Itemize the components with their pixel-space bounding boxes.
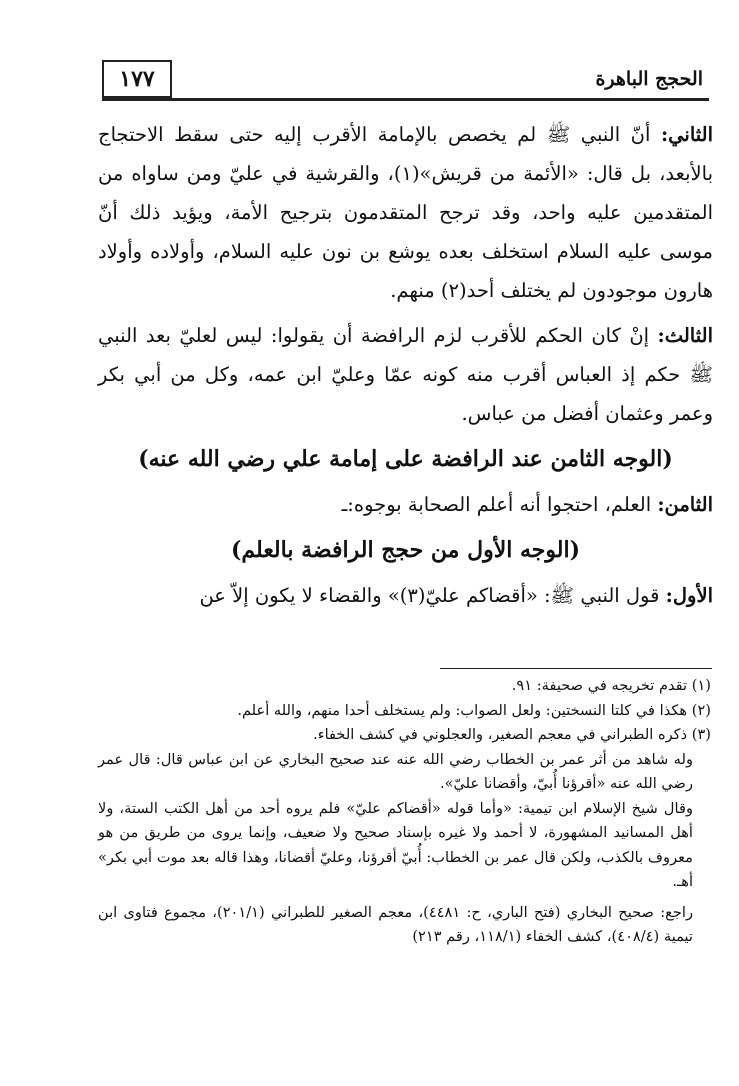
- header-rule: [102, 98, 709, 101]
- paragraph-label: الثاني:: [660, 123, 714, 146]
- section-heading-eighth: (الوجه الثامن عند الرافضة على إمامة علي رضي الله عنه): [138, 446, 673, 472]
- page-number: ١٧٧: [102, 60, 172, 98]
- paragraph-body: أنّ النبي ﷺ لم يخصص بالإمامة الأقرب إليه حتى سقط الاحتجاج بالأبعد، بل قال: «الأئمة من قريش»(١)، والقرشية في عليّ ومن ساواه من المتقدمين عليه واحد، وقد ترجح المتقدمون بترجيح الأمة، ويؤيد ذلك أنّ موسى عليه السلام استخلف بعده يوشع بن نون عليه السلام، وأولاده وأولاد هارون موجودون لم يختلف أحد(٢) منهم.: [98, 123, 713, 302]
- footnote-2: (٢) هكذا في كلتا النسختين: ولعل الصواب: ولم يستخلف أحدا منهم، والله أعلم.: [237, 701, 711, 719]
- paragraph-third: [98, 316, 713, 433]
- paragraph-body: العلم، احتجوا أنه أعلم الصحابة بوجوه:ـ: [341, 492, 652, 516]
- paragraph-label: الأول:: [665, 583, 713, 607]
- paragraph-body: قول النبي ﷺ: «أقضاكم عليّ(٣)» والقضاء لا يكون إلاّ عن: [199, 583, 660, 607]
- paragraph-second: [98, 115, 713, 310]
- paragraph-label: الثامن:: [657, 492, 713, 516]
- footnote-3-references: راجع: صحيح البخاري (فتح الباري، ح: ٤٤٨١)، معجم الصغير للطبراني (٢٠١/١)، مجموع فتاوى ابن تيمية (٤٠٨/٤)، كشف الخفاء (١١٨/١، رقم ٢١٣): [98, 903, 693, 946]
- footnotes: [98, 674, 711, 950]
- paragraph-body: إنْ كان الحكم للأقرب لزم الرافضة أن يقولوا: ليس لعليّ بعد النبي ﷺ حكم إذ العباس أقرب منه كونه عمّا وعليّ ابن عمه، وكل من أبي بكر وعمر وعثمان أفضل من عباس.: [98, 324, 713, 425]
- paragraph-label: الثالث:: [657, 324, 713, 347]
- paragraph-first: [98, 576, 713, 615]
- section-heading-first: (الوجه الأول من حجج الرافضة بالعلم): [230, 536, 580, 563]
- main-text: [98, 115, 713, 621]
- running-title: الحجج الباهرة: [595, 68, 703, 90]
- paragraph-eighth: [98, 485, 713, 524]
- footnote-3-ibn-taymiyya: وقال شيخ الإسلام ابن تيمية: «وأما قوله «أقضاكم عليّ» فلم يروه أحد من أهل الكتب الستة، ولا أهل المسانيد المشهورة، لا أحمد ولا غيره بإسناد صحيح ولا ضعيف، وإنما يروى من طريق من هو معروف بالكذب، ولكن قال عمر بن الخطاب: أُبيّ أقرؤنا، وعليّ أقضانا، وهذا قاله بعد موت أبي بكر» أهـ.: [98, 799, 693, 891]
- footnote-separator: [440, 668, 712, 669]
- page-header: [102, 60, 709, 98]
- footnote-3-witness: وله شاهد من أثر عمر بن الخطاب رضي الله عنه عند صحيح البخاري عن ابن عباس قال: قال عمر رضي الله عنه «أقرؤنا أُبيّ، وأقضانا عليّ».: [98, 750, 693, 793]
- footnote-3: (٣) ذكره الطبراني في معجم الصغير، والعجلوني في كشف الخفاء.: [313, 726, 711, 744]
- footnote-1: (١) تقدم تخريجه في صحيفة: ٩١.: [511, 677, 711, 694]
